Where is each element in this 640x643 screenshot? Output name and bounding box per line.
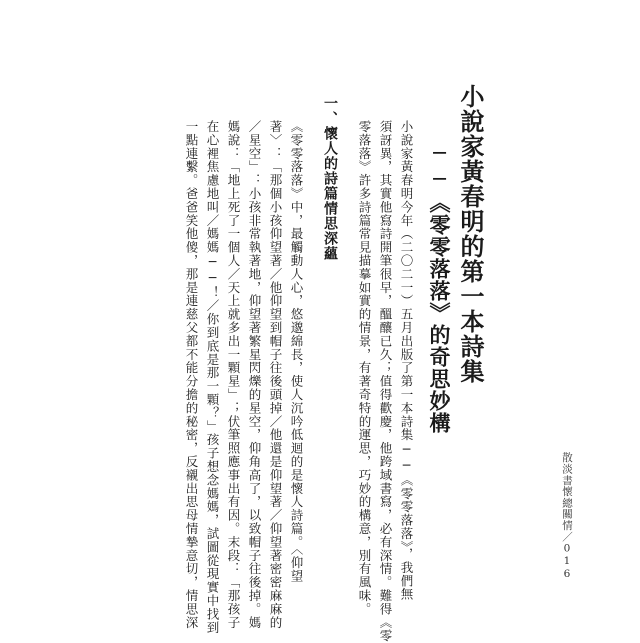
paragraph2-line-1: 《零零落落》中，最觸動人心，悠邈綿長，使人沉吟低迴的是懷人詩篇。〈仰望 [289,120,304,583]
paragraph2-line-2: 著〉：「那個小孩仰望著／他仰望到帽子往後頭掉／他還是仰望著／仰望著密密麻麻的 [268,120,283,630]
chapter-title: 小說家黃春明的第一本詩集 [456,84,485,384]
paragraph2-line-4: 媽說：「地上死了一個人／天上就多出一顆星」；伏筆照應事出有因。末段：「那孩子 [226,120,241,630]
paragraph2-line-5: 在心裡焦慮地叫／媽媽──！／你到底是那一顆？」孩子想念媽媽，試圖從現實中找到 [205,120,220,635]
paragraph2-line-6: 一點連繫。爸爸笑他傻，那是連慈父都不能分擔的秘密，反襯出思母情摯意切，情思深 [184,120,199,630]
paragraph1-line-3: 零落落》許多詩篇常見描摹如實的情景，有著奇特的運思，巧妙的構意，別有風味。 [357,120,372,616]
chapter-subtitle: ──《零零落落》的奇思妙構 [427,140,452,434]
running-header: 散淡書懷總關情／016 [561,452,573,581]
section-heading: 一、懷人的詩篇情思深蘊 [322,96,338,261]
paragraph1-line-2: 須訝異，其實他寫詩開筆很早，醞釀已久；值得歡慶，他跨域書寫，必有深情。難得《零 [378,120,393,643]
paragraph1-line-1: 小說家黃春明今年（二〇二一）五月出版了第一本詩集──《零零落落》，我們無 [399,120,414,602]
paragraph2-line-3: ／星空」：小孩非常執著地，仰望著繁星閃爍的星空，仰角高了，以致帽子往後掉。媽 [247,120,262,630]
